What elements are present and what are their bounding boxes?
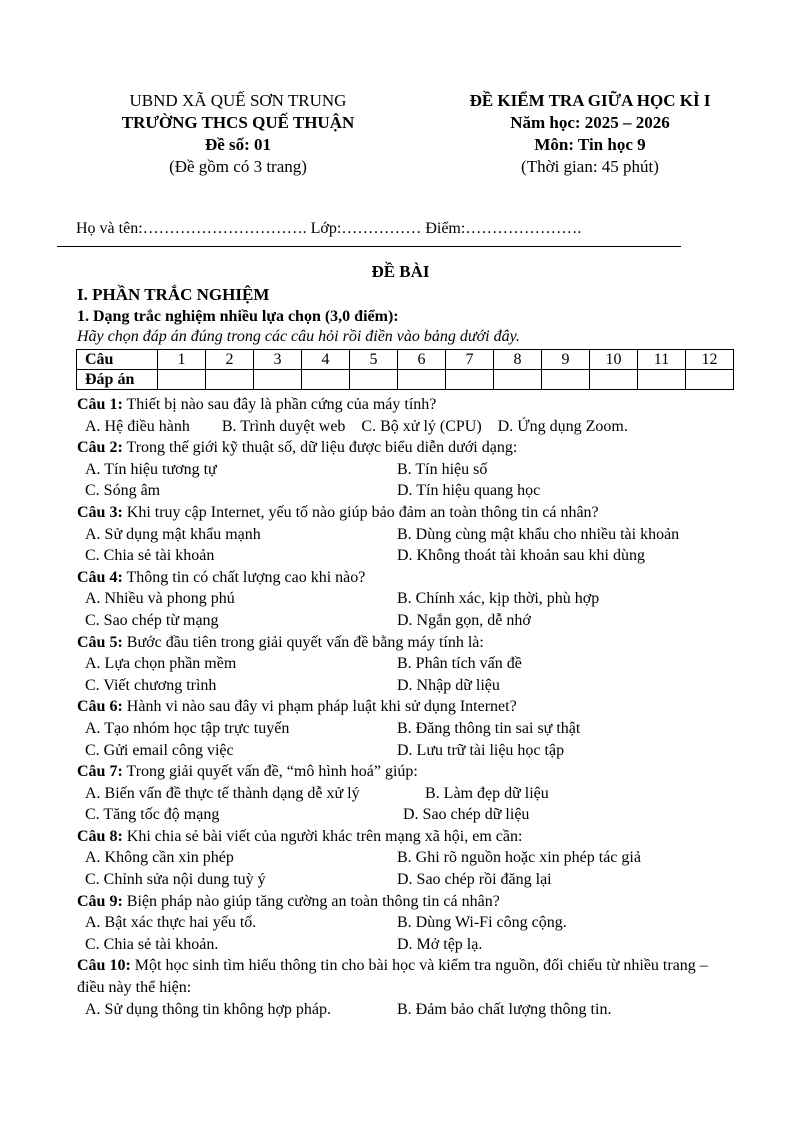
option-c[interactable]: C. Chia sẻ tài khoản.: [85, 935, 219, 953]
question-stem: [77, 632, 737, 654]
question-number-cell: 12: [686, 350, 734, 370]
question-text: Một học sinh tìm hiểu thông tin cho bài học và kiểm tra nguồn, đối chiếu từ nhiều trang – điều này thể hiện:: [77, 957, 708, 997]
option-a[interactable]: A. Biến vấn đề thực tế thành dạng dễ xử lý: [85, 784, 360, 802]
question-number-cell: 9: [542, 350, 590, 370]
question-text: Khi chia sẻ bài viết của người khác trên mạng xã hội, em cần:: [122, 827, 523, 845]
answer-cell[interactable]: [638, 370, 686, 390]
exam-title: ĐỀ KIỂM TRA GIỮA HỌC KÌ I: [469, 91, 711, 110]
page-count-note: (Đề gồm có 3 trang): [169, 157, 307, 176]
option-b[interactable]: B. Ghi rõ nguồn hoặc xin phép tác giả: [397, 849, 641, 867]
option-a[interactable]: A. Nhiều và phong phú: [85, 590, 235, 608]
subject: Môn: Tin học 9: [534, 135, 646, 154]
option-d[interactable]: D. Không thoát tài khoản sau khi dùng: [397, 547, 645, 565]
question-number: Câu 1:: [77, 396, 123, 413]
question-number: Câu 9:: [77, 892, 123, 910]
question-number: Câu 5:: [77, 633, 123, 651]
instruction-text: Hãy chọn đáp án đúng trong các câu hỏi rồi điền vào bảng dưới đây.: [77, 328, 520, 345]
exam-header: [440, 90, 740, 178]
options-row: [77, 847, 737, 869]
option-d[interactable]: D. Lưu trữ tài liệu học tập: [397, 741, 565, 759]
question-number: Câu 10:: [77, 957, 131, 975]
question-list: [77, 394, 737, 1020]
question-text: Khi truy cập Internet, yếu tố nào giúp bảo đảm an toàn thông tin cá nhân?: [122, 503, 599, 521]
duration: (Thời gian: 45 phút): [521, 157, 659, 176]
option-c[interactable]: C. Sóng âm: [85, 482, 161, 500]
question-number: Câu 2:: [77, 439, 123, 457]
question-text: Bước đầu tiên trong giải quyết vấn đề bằng máy tính là:: [122, 633, 484, 651]
question-text: Biện pháp nào giúp tăng cường an toàn thông tin cá nhân?: [122, 892, 500, 910]
question-text: Hành vi nào sau đây vi phạm pháp luật khi sử dụng Internet?: [122, 698, 517, 716]
option-b[interactable]: B. Dùng Wi-Fi công cộng.: [397, 914, 567, 932]
options-row: [77, 416, 737, 438]
options-row: [77, 459, 737, 481]
answer-cell[interactable]: [494, 370, 542, 390]
school-name: TRƯỜNG THCS QUẾ THUẬN: [121, 113, 355, 132]
divider: [57, 246, 681, 247]
question-number-cell: 8: [494, 350, 542, 370]
option-a[interactable]: A. Sử dụng mật khẩu mạnh: [85, 525, 261, 543]
option-inline[interactable]: A. Hệ điều hành B. Trình duyệt web C. Bộ xử lý (CPU) D. Ứng dụng Zoom.: [85, 417, 628, 435]
option-b[interactable]: B. Dùng cùng mật khẩu cho nhiều tài khoản: [397, 525, 680, 543]
answer-cell[interactable]: [158, 370, 206, 390]
question-stem: [77, 955, 737, 998]
answer-table-header-row: [77, 350, 734, 370]
option-a[interactable]: A. Lựa chọn phần mềm: [85, 655, 237, 673]
question-number: Câu 4:: [77, 568, 123, 586]
options-row: [77, 653, 737, 675]
option-b[interactable]: B. Đảm bảo chất lượng thông tin.: [397, 1000, 612, 1018]
subsection-heading: 1. Dạng trắc nghiệm nhiều lựa chọn (3,0 điểm):: [77, 308, 399, 325]
option-b[interactable]: B. Tín hiệu số: [397, 460, 488, 478]
question-stem: [77, 826, 737, 848]
options-row: [77, 524, 737, 546]
option-a[interactable]: A. Tín hiệu tương tự: [85, 460, 217, 478]
options-row: [77, 740, 737, 762]
answer-cell[interactable]: [302, 370, 350, 390]
option-b[interactable]: B. Phân tích vấn đề: [397, 655, 522, 673]
question-stem: [77, 891, 737, 913]
answer-cell[interactable]: [542, 370, 590, 390]
question-number: Câu 8:: [77, 827, 123, 845]
question-number-cell: 5: [350, 350, 398, 370]
district-name: UBND XÃ QUẾ SƠN TRUNG: [129, 91, 347, 110]
answer-cell[interactable]: [254, 370, 302, 390]
answer-cell[interactable]: [590, 370, 638, 390]
question-number-label: Câu: [77, 350, 158, 370]
section-heading: I. PHẦN TRẮC NGHIỆM: [77, 285, 270, 304]
option-c[interactable]: C. Chia sẻ tài khoản: [85, 547, 215, 565]
answer-table: [76, 349, 734, 390]
option-d[interactable]: D. Sao chép dữ liệu: [403, 806, 530, 824]
option-c[interactable]: C. Chỉnh sửa nội dung tuỳ ý: [85, 871, 266, 889]
option-c[interactable]: C. Gửi email công việc: [85, 741, 234, 759]
option-b[interactable]: B. Đăng thông tin sai sự thật: [397, 719, 581, 737]
option-a[interactable]: A. Tạo nhóm học tập trực tuyến: [85, 719, 290, 737]
answer-label: Đáp án: [77, 370, 158, 390]
question-text: Trong giải quyết vấn đề, “mô hình hoá” giúp:: [122, 763, 418, 781]
options-row: [77, 718, 737, 740]
question-number-cell: 7: [446, 350, 494, 370]
question-stem: [77, 761, 737, 783]
options-row: [77, 480, 737, 502]
student-info-line: Họ và tên:…………………………. Lớp:…………… Điểm:………………….: [76, 220, 582, 237]
option-d[interactable]: D. Ngắn gọn, dễ nhớ: [397, 611, 531, 629]
option-c[interactable]: C. Sao chép từ mạng: [85, 611, 219, 629]
question-number-cell: 11: [638, 350, 686, 370]
option-d[interactable]: D. Mở tệp lạ.: [397, 935, 483, 953]
option-d[interactable]: D. Tín hiệu quang học: [397, 482, 541, 500]
answer-cell[interactable]: [446, 370, 494, 390]
page-title: ĐỀ BÀI: [371, 262, 430, 281]
answer-cell[interactable]: [398, 370, 446, 390]
option-a[interactable]: A. Sử dụng thông tin không hợp pháp.: [85, 1000, 332, 1018]
question-number: Câu 7:: [77, 763, 123, 781]
options-row: [77, 934, 737, 956]
options-row: [77, 545, 737, 567]
option-d[interactable]: D. Nhập dữ liệu: [397, 676, 500, 694]
option-d[interactable]: D. Sao chép rồi đăng lại: [397, 871, 552, 889]
options-row: [77, 912, 737, 934]
option-b[interactable]: B. Làm đẹp dữ liệu: [425, 784, 549, 802]
option-a[interactable]: A. Bật xác thực hai yếu tố.: [85, 914, 257, 932]
question-text: Thông tin có chất lượng cao khi nào?: [122, 568, 366, 586]
question-stem: [77, 394, 737, 416]
option-c[interactable]: C. Tăng tốc độ mạng: [85, 806, 220, 824]
question-stem: [77, 502, 737, 524]
answer-table-answer-row: [77, 370, 734, 390]
question-text: Thiết bị nào sau đây là phần cứng của máy tính?: [122, 396, 437, 413]
question-number-cell: 2: [206, 350, 254, 370]
question-number-cell: 4: [302, 350, 350, 370]
question-text: Trong thế giới kỹ thuật số, dữ liệu được biểu diễn dưới dạng:: [122, 439, 518, 457]
options-row: [77, 675, 737, 697]
question-number-cell: 10: [590, 350, 638, 370]
question-stem: [77, 696, 737, 718]
answer-cell[interactable]: [686, 370, 734, 390]
option-b[interactable]: B. Chính xác, kịp thời, phù hợp: [397, 590, 600, 608]
school-year: Năm học: 2025 – 2026: [510, 113, 670, 132]
question-stem: [77, 437, 737, 459]
answer-cell[interactable]: [350, 370, 398, 390]
question-number-cell: 6: [398, 350, 446, 370]
options-row: [77, 999, 737, 1021]
options-row: [77, 804, 737, 826]
option-c[interactable]: C. Viết chương trình: [85, 676, 217, 694]
options-row: [77, 610, 737, 632]
question-stem: [77, 567, 737, 589]
question-number: Câu 3:: [77, 503, 123, 521]
options-row: [77, 783, 737, 805]
question-number-cell: 1: [158, 350, 206, 370]
exam-code: Đề số: 01: [204, 135, 272, 154]
question-number-cell: 3: [254, 350, 302, 370]
options-row: [77, 588, 737, 610]
question-number: Câu 6:: [77, 698, 123, 716]
option-a[interactable]: A. Không cần xin phép: [85, 849, 234, 867]
answer-cell[interactable]: [206, 370, 254, 390]
school-header: [118, 90, 358, 178]
options-row: [77, 869, 737, 891]
